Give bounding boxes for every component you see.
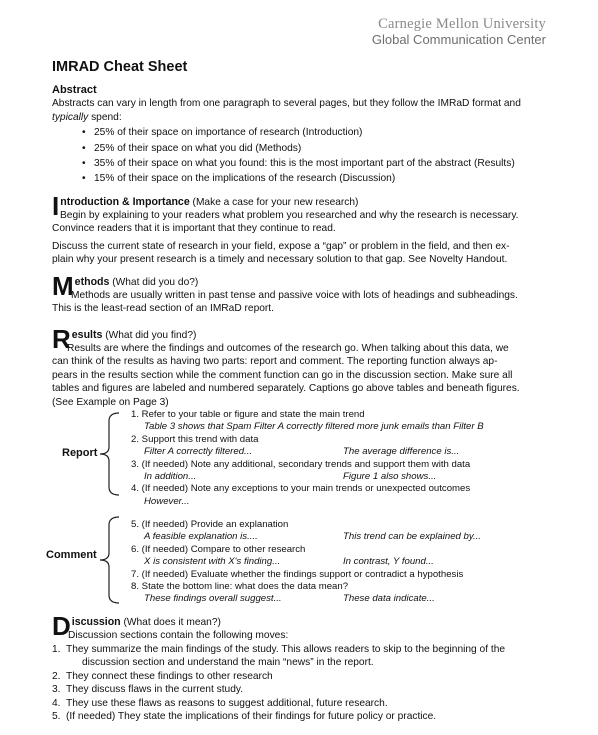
methods-text-line: This is the least-read section of an IMRaD report.: [52, 303, 274, 315]
results-title: esults: [71, 329, 103, 341]
abstract-section: [52, 84, 552, 186]
results-drop-cap: R: [52, 324, 71, 354]
comment-item-example-alt: These data indicate...: [343, 593, 435, 605]
discussion-item: [52, 710, 580, 723]
report-item-example-alt: Figure 1 also shows...: [343, 471, 437, 483]
methods-drop-cap: M: [52, 271, 74, 301]
introduction-text-line: Discuss the current state of research in your field, expose a “gap” or problem in the field, and then ex-: [52, 240, 510, 252]
comment-items: [131, 519, 571, 606]
results-text-line: can think of the results as having two parts: report and comment. The reporting function always ap-: [52, 356, 498, 368]
results-section: [52, 324, 552, 409]
discussion-list: [0, 643, 580, 723]
discussion-item-line: They use these flaws as reasons to suggest additional, future research.: [66, 697, 388, 709]
introduction-drop-cap: I: [52, 191, 60, 221]
discussion-item-line: They summarize the main findings of the study. This allows readers to skip to the beginning of the: [66, 644, 506, 655]
center-name: Global Communication Center: [371, 32, 546, 47]
discussion-item: [52, 643, 580, 670]
introduction-section: [52, 191, 552, 267]
discussion-item-number: 5.: [52, 711, 61, 723]
discussion-item-line: They connect these findings to other research: [66, 670, 273, 682]
discussion-ordered-list: [0, 643, 580, 723]
discussion-subtitle: (What does it mean?): [120, 617, 221, 628]
comment-item-main: 7. (If needed) Evaluate whether the findings support or contradict a hypothesis: [131, 568, 464, 580]
comment-item-main: 8. State the bottom line: what does the data mean?: [131, 581, 349, 593]
discussion-item: [52, 683, 580, 696]
discussion-item-number: 2.: [52, 670, 61, 682]
discussion-item-number: 1.: [52, 644, 61, 655]
discussion-item-line: discussion section and understand the main “news” in the report.: [82, 657, 374, 669]
report-item-main: 3. (If needed) Note any additional, secondary trends and support them with data: [131, 458, 471, 470]
discussion-item-line: (If needed) They state the implications of their findings for future policy or practice.: [66, 711, 437, 723]
results-text-line: (See Example on Page 3): [52, 396, 169, 408]
comment-item-main: 6. (If needed) Compare to other research: [131, 543, 306, 555]
comment-item-example: These findings overall suggest...: [144, 593, 282, 605]
introduction-text-line: Convince readers that it is important that they continue to read.: [52, 223, 336, 235]
introduction-text-line: Begin by explaining to your readers what problem you researched and why the research is necessary.: [60, 210, 519, 221]
abstract-bullet: • 25% of their space on importance of research (Introduction): [82, 126, 552, 139]
report-item-example-row: [131, 446, 571, 458]
results-subtitle: (What did you find?): [102, 330, 197, 341]
methods-section: [52, 271, 552, 316]
abstract-bullet: • 35% of their space on what you found: this is the most important part of the abstract (Results): [82, 157, 552, 170]
comment-item-example-row: [131, 593, 571, 605]
abstract-bullet: • 25% of their space on what you did (Methods): [82, 142, 552, 155]
report-item-main: 1. Refer to your table or figure and state the main trend: [131, 409, 365, 420]
university-name: Carnegie Mellon University: [378, 16, 546, 32]
discussion-title: iscussion: [71, 616, 121, 628]
report-label: Report: [62, 447, 98, 459]
abstract-intro-italic: typically: [52, 111, 89, 123]
discussion-section: [52, 611, 562, 642]
comment-item-example: X is consistent with X's finding...: [144, 556, 281, 568]
results-text-line: tables and figures are labeled and numbered separately. Captions go above tables and beneath figures.: [52, 383, 520, 395]
comment-item-example-alt: In contrast, Y found...: [343, 556, 434, 568]
report-item-example: However...: [144, 495, 190, 507]
comment-brace-icon: [97, 515, 121, 605]
comment-item-example: A feasible explanation is....: [144, 531, 258, 543]
report-item-example-row: [131, 471, 571, 483]
methods-subtitle: (What did you do?): [109, 277, 199, 288]
discussion-item-line: They discuss flaws in the current study.: [66, 684, 244, 696]
header-block: [372, 16, 546, 48]
abstract-intro-rest: spend:: [88, 111, 122, 123]
introduction-subtitle: (Make a case for your new research): [189, 197, 359, 208]
introduction-title: ntroduction & Importance: [60, 196, 190, 208]
report-item-example-alt: The average difference is...: [343, 446, 460, 458]
methods-text-line: Methods are usually written in past tense and passive voice with lots of headings and subheadings.: [71, 290, 518, 301]
discussion-item: [52, 697, 580, 710]
discussion-drop-cap: D: [52, 611, 71, 641]
page-title: IMRAD Cheat Sheet: [52, 59, 188, 75]
discussion-intro: Discussion sections contain the following moves:: [68, 630, 289, 641]
comment-label: Comment: [46, 549, 97, 561]
abstract-bullet-list: [52, 126, 552, 186]
abstract-intro-line-1: Abstracts can vary in length from one paragraph to several pages, but they follow the IMRaD format and: [52, 98, 521, 110]
comment-item-example-row: [131, 556, 571, 568]
report-item-main: 2. Support this trend with data: [131, 433, 259, 445]
report-item-example: Filter A correctly filtered...: [144, 446, 253, 458]
results-text-line: pears in the results section while the comment function can go in the discussion section. Make sure all: [52, 369, 513, 381]
abstract-heading: Abstract: [52, 84, 97, 96]
report-item-main: 4. (If needed) Note any exceptions to your main trends or unexpected outcomes: [131, 483, 471, 495]
discussion-item-number: 4.: [52, 697, 61, 709]
discussion-item-number: 3.: [52, 684, 61, 696]
report-items: [131, 409, 571, 508]
comment-item-main: 5. (If needed) Provide an explanation: [131, 519, 289, 530]
report-brace-icon: [97, 411, 121, 497]
report-item-example: Table 3 shows that Spam Filter A correctly filtered more junk emails than Filter B: [144, 421, 484, 433]
comment-item-example-alt: This trend can be explained by...: [343, 531, 481, 543]
abstract-bullet: • 15% of their space on the implications of the research (Discussion): [82, 172, 552, 185]
abstract-intro-line-2: [52, 111, 552, 124]
results-text-line: Results are where the findings and outcomes of the research go. When talking about this data, we: [67, 343, 509, 354]
comment-item-example-row: [131, 531, 571, 543]
discussion-item: [52, 670, 580, 683]
report-item-example: In addition...: [144, 471, 197, 483]
introduction-text-line: plain why your present research is a timely and necessary solution to that gap. See Novelty Handout.: [52, 254, 508, 266]
methods-title: ethods: [74, 276, 110, 288]
